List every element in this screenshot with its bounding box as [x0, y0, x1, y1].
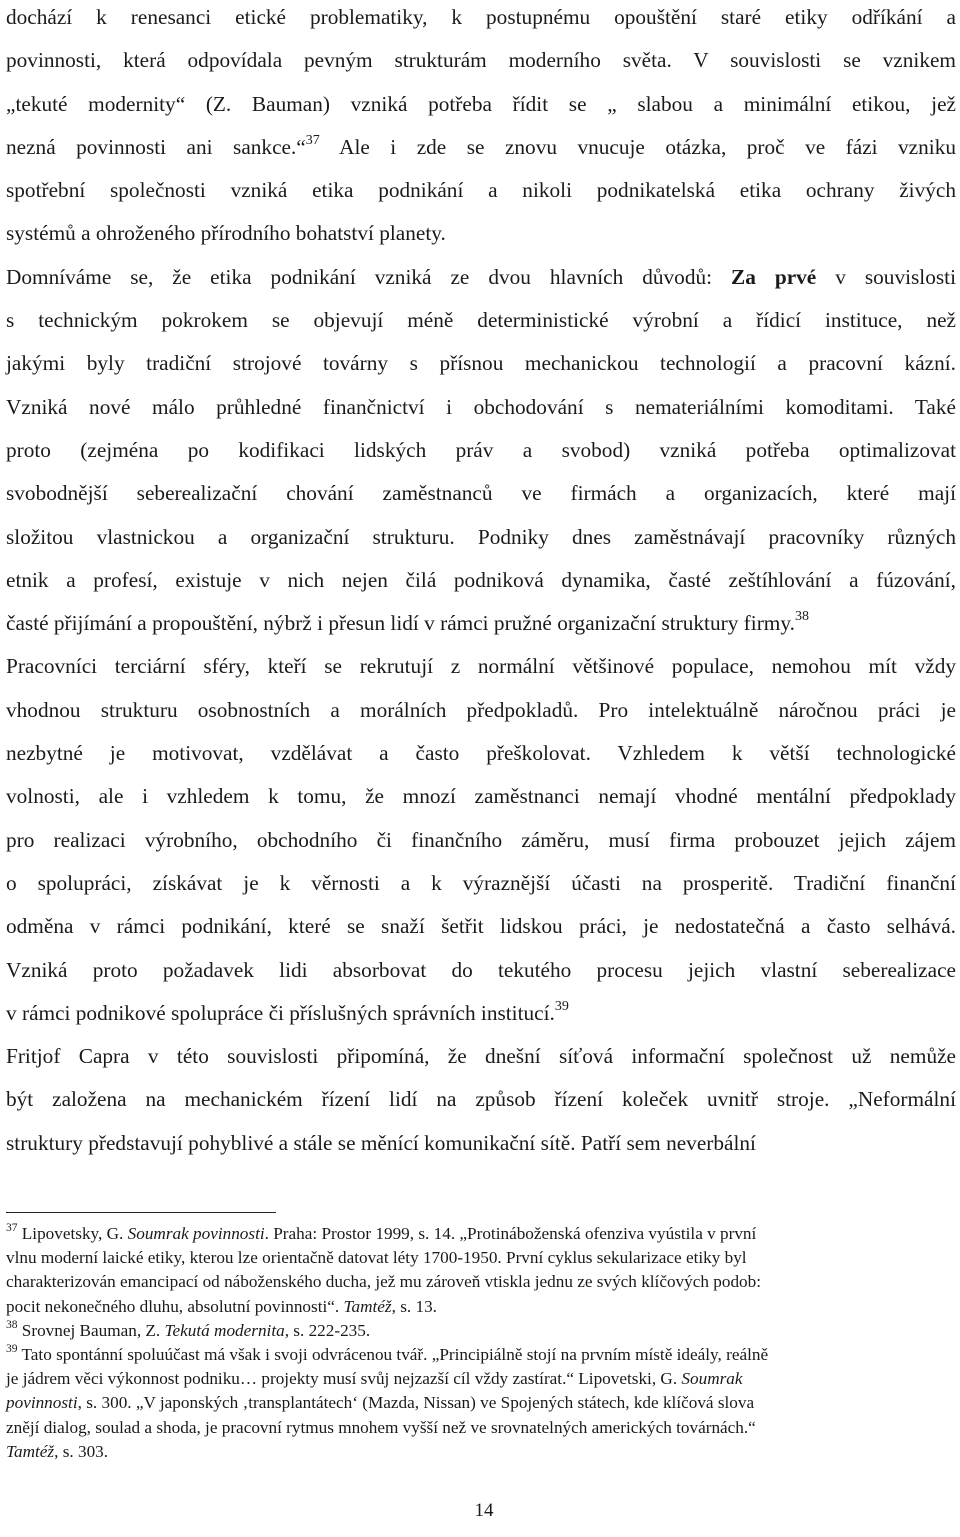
- footnote-separator: [6, 1212, 276, 1213]
- footnote-39-line-3: povinnosti, s. 300. „V japonských ‚transplantátech‘ (Mazda, Nissan) ve Spojených státech, kde klíčová slova: [6, 1393, 755, 1413]
- footnote-39-line-4: znějí dialog, soulad a shoda, je pracovní rytmus mnohem vyšší než ve srovnatelných amerických továrnách.“: [6, 1417, 756, 1437]
- body-line: etnik a profesí, existuje v nich nejen čilá podniková dynamika, časté zeštíhlování a fúzování,: [6, 567, 956, 592]
- body-line: Domníváme se, že etika podnikání vzniká ze dvou hlavních důvodů: Za prvé v souvislosti: [6, 264, 956, 289]
- body-line: „tekuté modernity“ (Z. Bauman) vzniká potřeba řídit se „ slabou a minimální etikou, jež: [6, 91, 956, 116]
- body-line: odměna v rámci podnikání, které se snaží šetřit lidskou práci, je nedostatečná a často selhává.: [6, 914, 956, 939]
- footnote-37-line-3: charakterizován emancipací od náboženského ducha, jež mu zároveň vtiskla jednu ze svých klíčových podob:: [6, 1272, 762, 1292]
- footnote-39-line-1: $^{39}$ Tato spontánní spoluúčast má však i svoji odvrácenou tvář. „Principiálně stojí na prvním místě ideály, reálně: [6, 1343, 769, 1365]
- body-line: Fritjof Capra v této souvislosti připomíná, že dnešní síťová informační společnost už nemůže: [6, 1044, 956, 1069]
- body-line: systémů a ohroženého přírodního bohatství planety.: [6, 221, 446, 246]
- footnote-37-line-4: pocit nekonečného dluhu, absolutní povinnosti“. Tamtéž, s. 13.: [6, 1296, 437, 1316]
- body-line: struktury představují pohyblivé a stále se měnící komunikační sítě. Patří sem neverbální: [6, 1130, 756, 1155]
- body-line: spotřební společnosti vzniká etika podnikání a nikoli podnikatelská etika ochrany živých: [6, 178, 956, 203]
- body-line: dochází k renesanci etické problematiky, k postupnému opouštění staré etiky odříkání a: [6, 5, 956, 29]
- footnote-39-line-5: Tamtéž, s. 303.: [6, 1441, 109, 1461]
- body-line: složitou vlastnickou a organizační strukturu. Podniky dnes zaměstnávají pracovníky různých: [6, 524, 956, 549]
- footnote-38: $^{38}$ Srovnej Bauman, Z. Tekutá modernita, s. 222-235.: [6, 1319, 371, 1340]
- body-line: Pracovníci terciární sféry, kteří se rekrutují z normální většinové populace, nemohou mít vždy: [6, 654, 956, 679]
- body-line: vhodnou strukturu osobnostních a morálních předpokladů. Pro intelektuálně náročnou práci je: [6, 697, 956, 722]
- body-line: volnosti, ale i vzhledem k tomu, že mnozí zaměstnanci nemají vhodné mentální předpoklady: [6, 784, 956, 809]
- footnote-reference[interactable]: 39: [554, 998, 569, 1014]
- body-line: v rámci podnikové spolupráce či příslušných správních institucí.$^{39}$: [6, 998, 569, 1025]
- page-number: 14: [474, 1500, 494, 1521]
- body-line: povinnosti, která odpovídala pevným strukturám moderního světa. V souvislosti se vznikem: [6, 48, 956, 73]
- footnote-37-line-1: $^{37}$ Lipovetsky, G. Soumrak povinnosti. Praha: Prostor 1999, s. 14. „Protináboženská ofenziva vyústila v první: [6, 1222, 757, 1243]
- body-line: s technickým pokrokem se objevují méně deterministické výrobní a řídicí instituce, než: [6, 308, 956, 333]
- footnotes: [6, 1222, 946, 1464]
- body-line: časté přijímání a propouštění, nýbrž i přesun lidí v rámci pružné organizační struktury firmy.$^{38}$: [6, 609, 809, 636]
- footnote-37-line-2: vlnu moderní laické etiky, kterou lze orientačně datovat léty 1700-1950. První cyklus sekularizace etiky byl: [6, 1248, 747, 1268]
- body-line: svobodnější seberealizační chování zaměstnanců ve firmách a organizacích, které mají: [6, 481, 956, 506]
- footnote-38-number: 38: [6, 1319, 18, 1332]
- body-line: nezná povinnosti ani sankce.“$^{37}$ Ale i zde se znovu vnucuje otázka, proč ve fázi vzniku: [6, 132, 957, 159]
- document-page: [6, 0, 956, 1537]
- body-text: [6, 0, 956, 1165]
- footnote-37-number: 37: [6, 1222, 18, 1235]
- footnote-reference[interactable]: 38: [794, 609, 809, 625]
- footnote-39-number: 39: [6, 1343, 18, 1356]
- body-line: Vzniká proto požadavek lidi absorbovat do tekutého procesu jejich vlastní seberealizace: [6, 957, 956, 982]
- body-line: jakými byly tradiční strojové továrny s přísnou mechanickou technologií a pracovní kázní.: [6, 351, 956, 376]
- body-line: být založena na mechanickém řízení lidí na způsob řízení koleček uvnitř stroje. „Neformální: [6, 1087, 956, 1112]
- body-line: nezbytné je motivovat, vzdělávat a často přeškolovat. Vzhledem k větší technologické: [6, 741, 956, 766]
- body-line: o spolupráci, získávat je k věrnosti a k výraznější účasti na prosperitě. Tradiční finanční: [6, 870, 956, 895]
- footnote-reference[interactable]: 37: [305, 132, 320, 148]
- footnote-39-line-2: je jádrem věci výkonnost podniku… projekty musí svůj nejzazší cíl vždy zastírat.“ Lipovetski, G. Soumrak: [6, 1369, 743, 1389]
- body-line: pro realizaci výrobního, obchodního či finančního záměru, musí firma probouzet jejich zájem: [6, 827, 956, 852]
- body-line: Vzniká nové málo průhledné finančnictví i obchodování s nemateriálními komoditami. Také: [6, 394, 956, 419]
- body-line: proto (zejména po kodifikaci lidských práv a svobod) vzniká potřeba optimalizovat: [6, 437, 956, 462]
